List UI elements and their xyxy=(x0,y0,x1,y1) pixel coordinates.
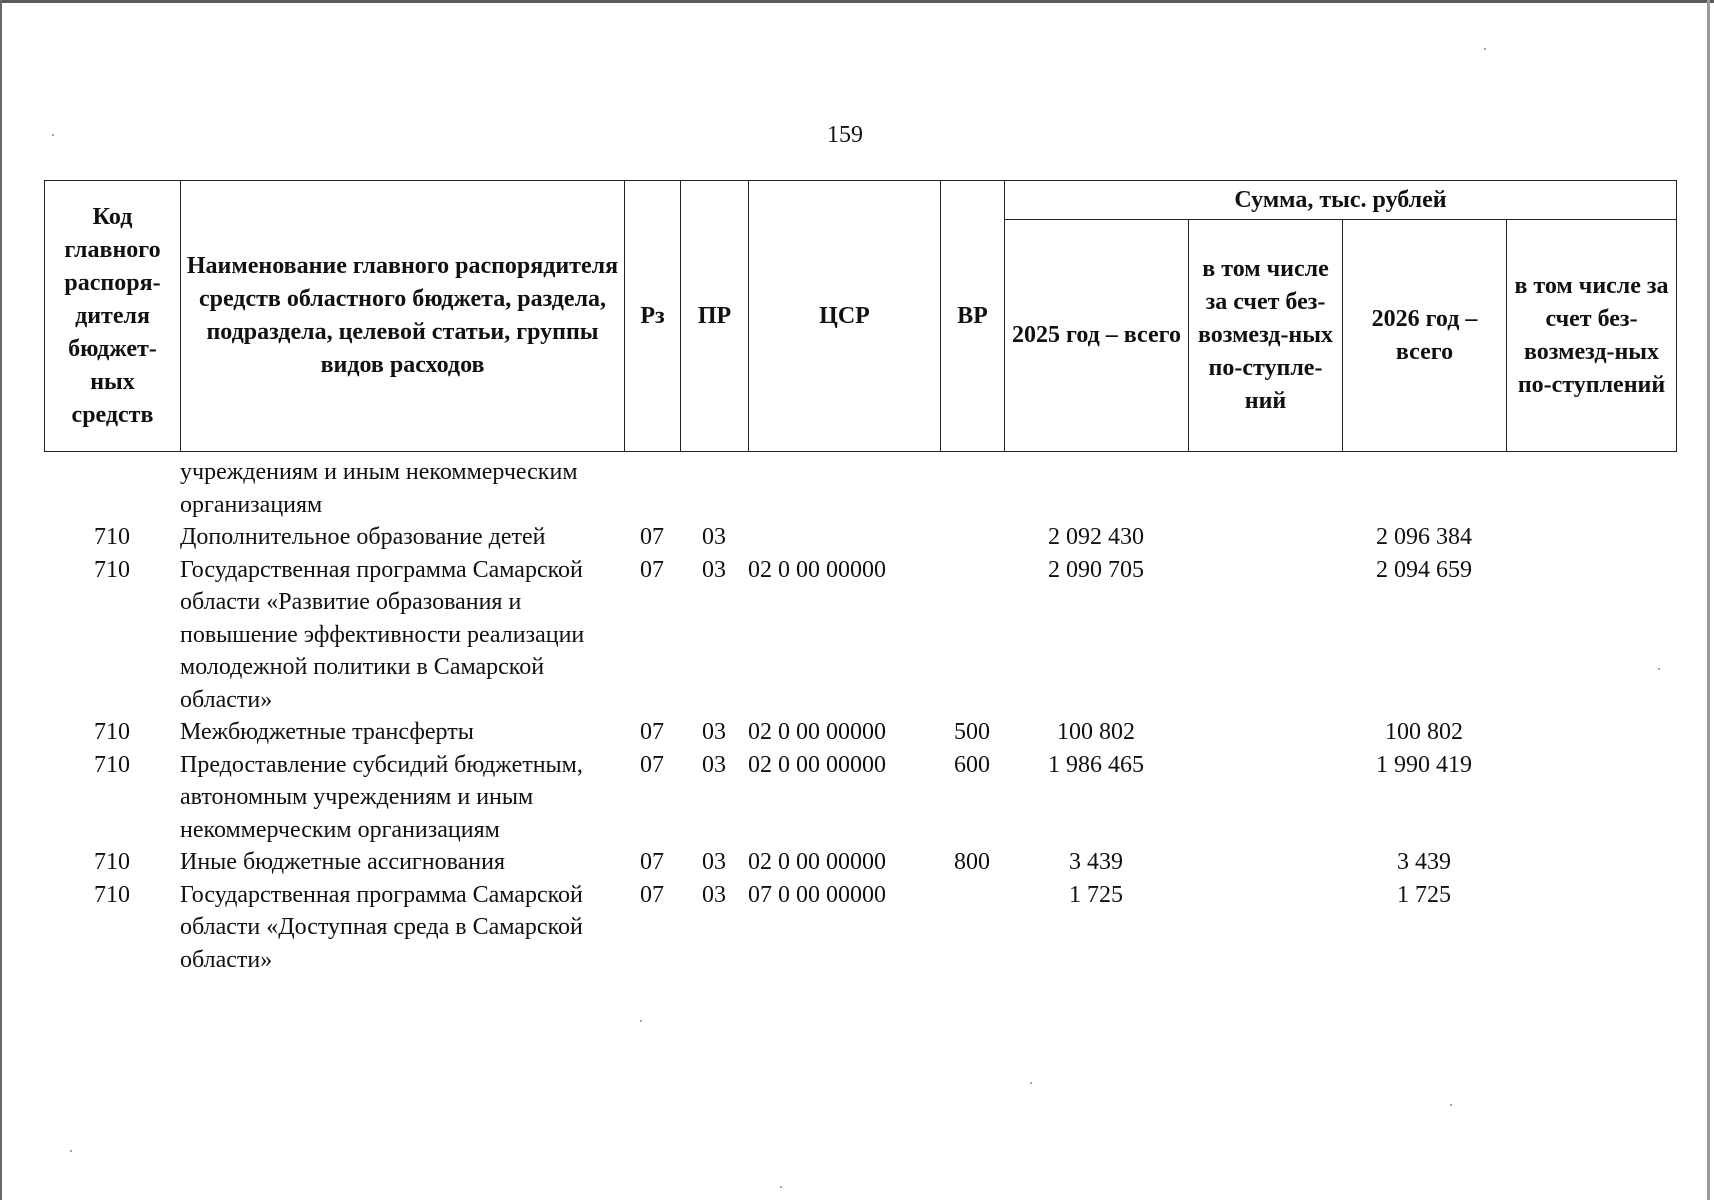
cell-2025-gratuitous xyxy=(1188,554,1342,717)
cell-code: 710 xyxy=(94,556,130,583)
header-code: Код главного распоря-дителя бюджет-ных средств xyxy=(45,181,181,452)
cell-name: Межбюджетные трансферты xyxy=(180,719,474,745)
cell-2025-gratuitous xyxy=(1188,716,1342,749)
cell-2026-total: 3 439 xyxy=(1397,849,1451,875)
scan-speck xyxy=(1658,668,1660,670)
cell-2026-gratuitous xyxy=(1506,456,1676,521)
header-sum: Сумма, тыс. рублей xyxy=(1005,181,1677,220)
cell-pr xyxy=(680,456,748,521)
cell-csr xyxy=(748,456,940,521)
cell-csr: 02 0 00 00000 xyxy=(748,719,886,745)
cell-csr: 07 0 00 00000 xyxy=(748,881,886,908)
cell-vr: 600 xyxy=(954,751,990,778)
cell-2026-gratuitous xyxy=(1506,879,1676,977)
table-row xyxy=(44,716,1676,749)
cell-2025-gratuitous xyxy=(1188,456,1342,521)
cell-2025-total: 3 439 xyxy=(1069,849,1123,875)
scan-speck xyxy=(1030,1082,1032,1084)
cell-pr: 03 xyxy=(702,719,726,745)
cell-pr: 03 xyxy=(702,524,726,550)
cell-vr: 800 xyxy=(954,849,990,875)
cell-code: 710 xyxy=(94,524,130,550)
cell-vr xyxy=(940,879,1004,977)
cell-pr: 03 xyxy=(702,881,726,908)
cell-pr: 03 xyxy=(702,849,726,875)
header-name: Наименование главного распорядителя средств областного бюджета, раздела, подраздела, целевой статьи, группы видов расходов xyxy=(181,181,625,452)
cell-name: Предоставление субсидий бюджетным, автономным учреждениям и иным некоммерческим организациям xyxy=(180,751,583,843)
cell-2026-gratuitous xyxy=(1506,554,1676,717)
cell-rz: 07 xyxy=(640,719,664,745)
header-pr: ПР xyxy=(681,181,749,452)
cell-name: Дополнительное образование детей xyxy=(180,524,546,550)
cell-pr: 03 xyxy=(702,751,726,778)
header-2026-gratuitous: в том числе за счет без-возмезд-ных по-ступлений xyxy=(1507,220,1677,452)
cell-csr: 02 0 00 00000 xyxy=(748,849,886,875)
scan-speck xyxy=(1484,48,1486,50)
cell-2025-total: 2 090 705 xyxy=(1048,556,1144,583)
cell-2026-total: 1 725 xyxy=(1397,881,1451,908)
scan-speck xyxy=(52,134,54,136)
cell-rz xyxy=(624,456,680,521)
scan-edge-right xyxy=(1707,0,1710,1200)
cell-csr: 02 0 00 00000 xyxy=(748,556,886,583)
scan-edge-left xyxy=(0,0,2,1200)
header-2025-total: 2025 год – всего xyxy=(1005,220,1189,452)
cell-2025-total: 100 802 xyxy=(1057,719,1135,745)
cell-rz: 07 xyxy=(640,849,664,875)
cell-name: Иные бюджетные ассигнования xyxy=(180,849,505,875)
cell-code: 710 xyxy=(94,719,130,745)
cell-2025-gratuitous xyxy=(1188,846,1342,879)
cell-rz: 07 xyxy=(640,524,664,550)
scan-speck xyxy=(1450,1104,1452,1106)
cell-2026-total xyxy=(1342,456,1506,521)
table-row xyxy=(44,456,1676,521)
table-header xyxy=(44,180,1677,452)
cell-name: Государственная программа Самарской области «Доступная среда в Самарской области» xyxy=(180,881,583,973)
cell-2025-total: 1 725 xyxy=(1069,881,1123,908)
cell-rz: 07 xyxy=(640,556,664,583)
cell-rz: 07 xyxy=(640,881,664,908)
cell-vr: 500 xyxy=(954,719,990,745)
cell-vr xyxy=(940,456,1004,521)
cell-2026-total: 1 990 419 xyxy=(1376,751,1472,778)
cell-2026-gratuitous xyxy=(1506,521,1676,554)
cell-2025-total: 2 092 430 xyxy=(1048,524,1144,550)
cell-2026-total: 100 802 xyxy=(1385,719,1463,745)
scan-speck xyxy=(70,1150,72,1152)
cell-2025-gratuitous xyxy=(1188,749,1342,847)
scan-speck xyxy=(780,1186,782,1188)
cell-vr xyxy=(940,554,1004,717)
table-row xyxy=(44,846,1676,879)
cell-2026-gratuitous xyxy=(1506,749,1676,847)
table-row xyxy=(44,521,1676,554)
cell-code xyxy=(44,456,180,521)
cell-vr xyxy=(940,521,1004,554)
table-row xyxy=(44,554,1676,717)
cell-pr: 03 xyxy=(702,556,726,583)
header-vr: ВР xyxy=(941,181,1005,452)
cell-2026-gratuitous xyxy=(1506,846,1676,879)
cell-code: 710 xyxy=(94,849,130,875)
cell-2025-gratuitous xyxy=(1188,521,1342,554)
cell-2026-gratuitous xyxy=(1506,716,1676,749)
cell-code: 710 xyxy=(94,881,130,908)
cell-csr xyxy=(748,521,940,554)
cell-code: 710 xyxy=(94,751,130,778)
cell-rz: 07 xyxy=(640,751,664,778)
scan-edge-top xyxy=(0,0,1714,3)
header-rz: Рз xyxy=(625,181,681,452)
header-csr: ЦСР xyxy=(749,181,941,452)
table-row xyxy=(44,749,1676,847)
cell-2025-total: 1 986 465 xyxy=(1048,751,1144,778)
cell-2026-total: 2 094 659 xyxy=(1376,556,1472,583)
header-2026-total: 2026 год – всего xyxy=(1343,220,1507,452)
table-body xyxy=(44,456,1676,976)
page-number: 159 xyxy=(827,122,863,148)
table-row xyxy=(44,879,1676,977)
cell-name: Государственная программа Самарской области «Развитие образования и повышение эффективности реализации молодежной политики в Самарской области» xyxy=(180,556,585,713)
cell-name: учреждениям и иным некоммерческим организациям xyxy=(180,459,578,518)
header-2025-gratuitous: в том числе за счет без-возмезд-ных по-ступле-ний xyxy=(1189,220,1343,452)
cell-2025-gratuitous xyxy=(1188,879,1342,977)
cell-csr: 02 0 00 00000 xyxy=(748,751,886,778)
cell-2026-total: 2 096 384 xyxy=(1376,524,1472,550)
cell-2025-total xyxy=(1004,456,1188,521)
scan-speck xyxy=(640,1020,642,1022)
